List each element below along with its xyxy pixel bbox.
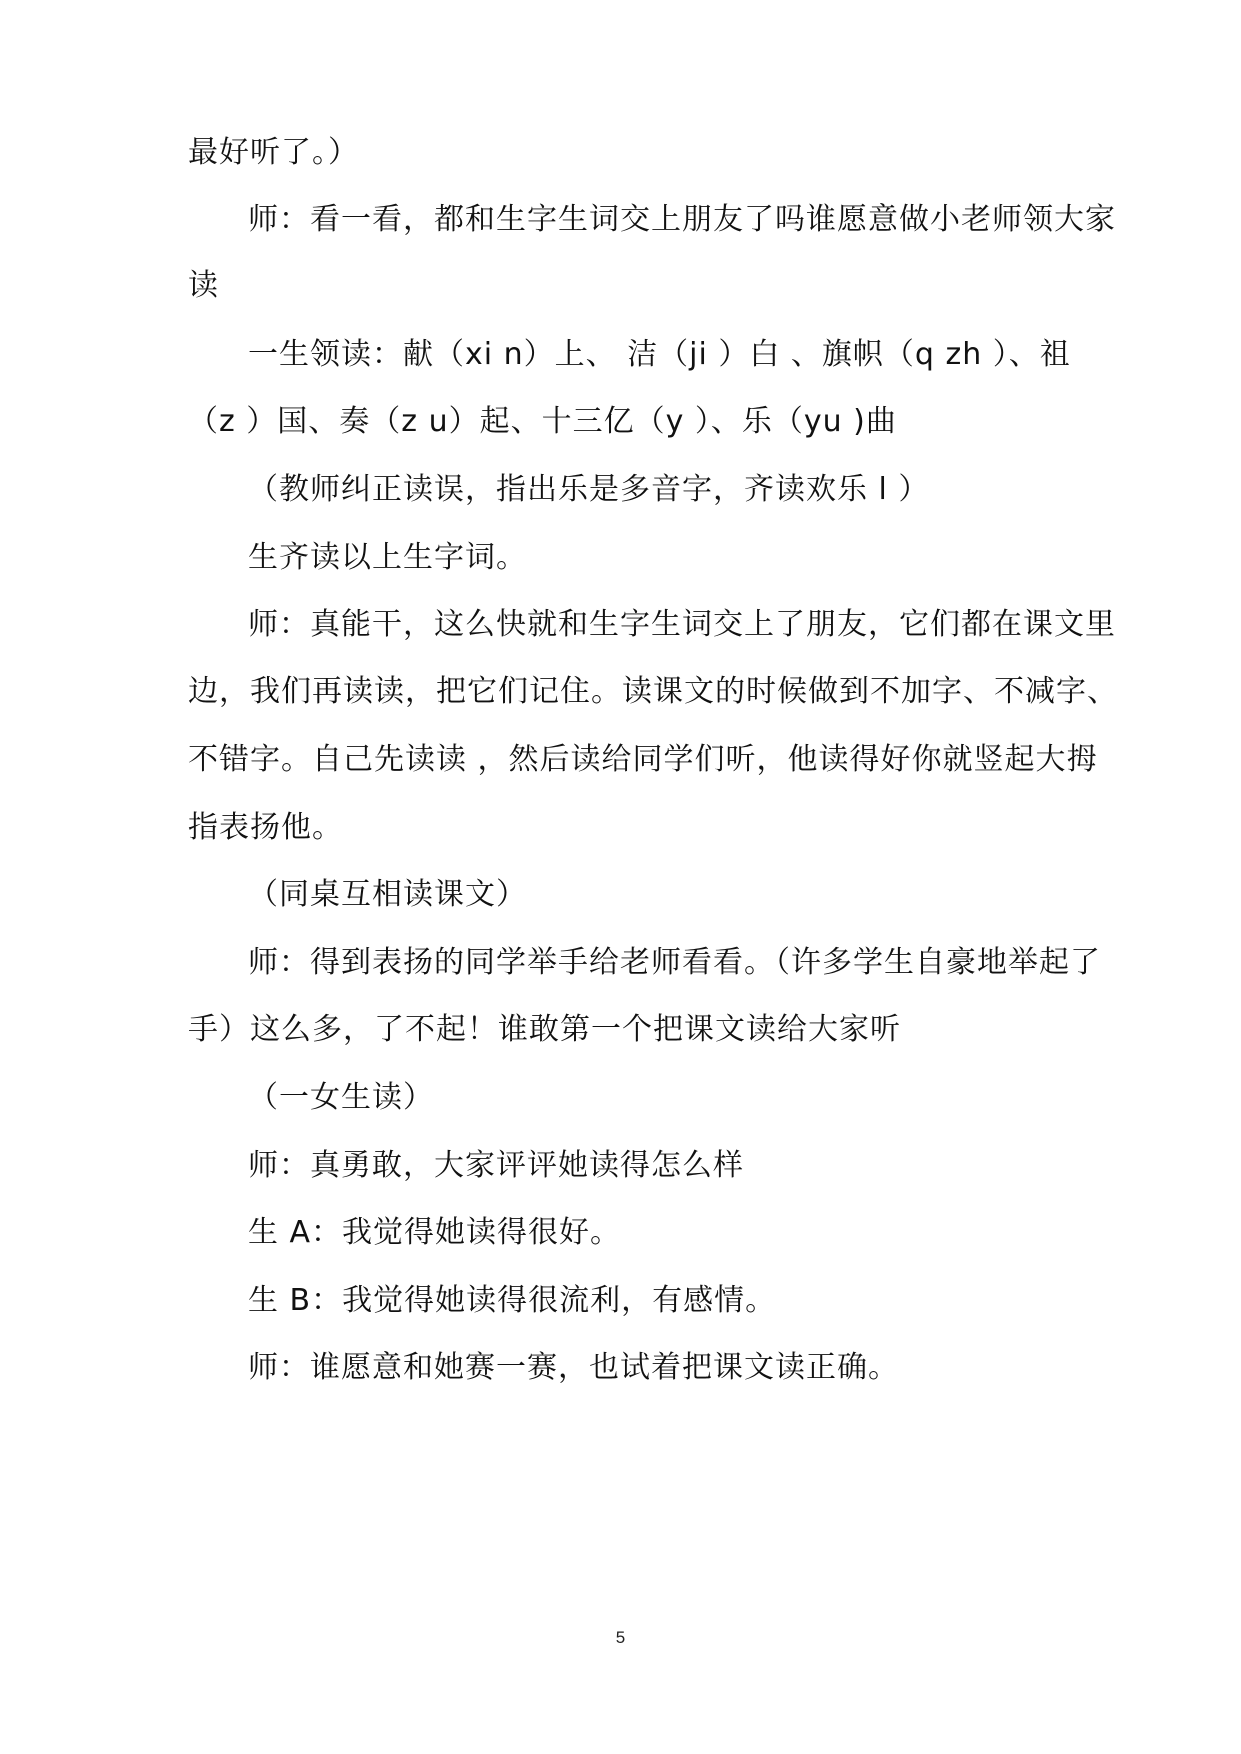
text-line: 师：看一看，都和生字生词交上朋友了吗谁愿意做小老师领大家 [248, 202, 1116, 237]
page-number: 5 [615, 1628, 626, 1647]
text-line: 最好听了。） [188, 135, 359, 170]
text-line: 生齐读以上生字词。 [248, 540, 527, 575]
text-line: 手）这么多，了不起！谁敢第一个把课文读给大家听 [188, 1012, 901, 1047]
text-line: 边，我们再读读，把它们记住。读课文的时候做到不加字、不减字、 [188, 674, 1118, 709]
text-line: 不错字。自己先读读 ，然后读给同学们听，他读得好你就竖起大拇 [188, 742, 1098, 777]
text-line: 师：真能干，这么快就和生字生词交上了朋友，它们都在课文里 [248, 607, 1116, 642]
text-line: 生 B：我觉得她读得很流利，有感情。 [248, 1283, 777, 1318]
text-line: （同桌互相读课文） [248, 877, 527, 912]
text-line: 读 [188, 268, 219, 303]
text-line: 指表扬他。 [188, 810, 343, 845]
text-line: 师：得到表扬的同学举手给老师看看。（许多学生自豪地举起了 [248, 945, 1101, 980]
text-line: 一生领读：献（xi n）上、 洁（ji ）白 、旗帜（q zh ）、祖 [248, 337, 1071, 372]
text-line: 师：谁愿意和她赛一赛，也试着把课文读正确。 [248, 1350, 899, 1385]
text-line: （z ）国、奏（z u）起、十三亿（y ）、乐（yu )曲 [188, 404, 897, 439]
text-line: （教师纠正读误，指出乐是多音字，齐读欢乐 l ） [248, 472, 930, 507]
text-line: （一女生读） [248, 1080, 434, 1115]
text-line: 师：真勇敢，大家评评她读得怎么样 [248, 1148, 744, 1183]
text-line: 生 A：我觉得她读得很好。 [248, 1215, 622, 1250]
